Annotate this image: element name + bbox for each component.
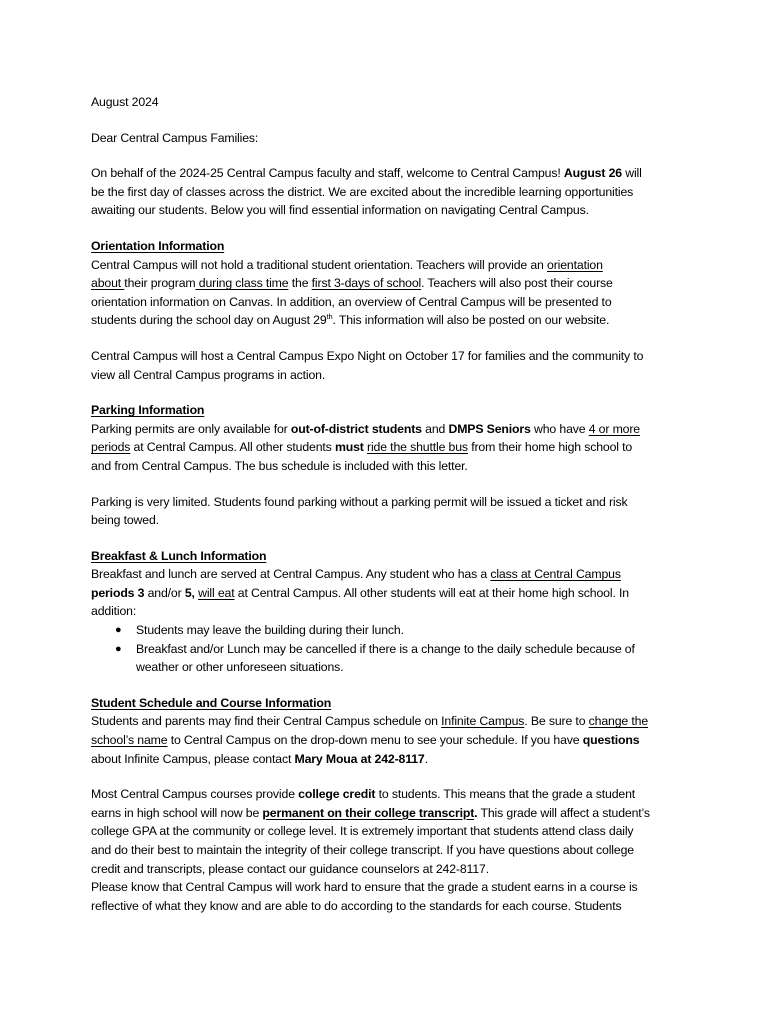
text-run: about Infinite Campus, please contact — [91, 751, 295, 766]
text-run: Most Central Campus courses provide — [91, 787, 299, 802]
bold-text: 5, — [184, 585, 195, 600]
bold-text: . — [474, 805, 478, 820]
underlined-text: class at Central Campus — [490, 567, 621, 582]
schedule-line-1 — [91, 712, 681, 731]
bullet-text: Students may leave the building during their lunch. — [136, 623, 404, 638]
underlined-text: orientation — [547, 257, 603, 272]
parking-line-3: and from Central Campus. The bus schedule is included with this letter. — [91, 458, 468, 473]
text-run: from their home high school to — [467, 440, 633, 455]
text-run: Breakfast and lunch are served at Central Campus. Any student who has a — [91, 567, 491, 582]
bold-text: periods 3 — [91, 585, 145, 600]
expo-line-2: view all Central Campus programs in action. — [91, 367, 326, 382]
text-run: . This information will also be posted on our website. — [332, 313, 610, 328]
bullet-icon: ● — [115, 642, 122, 655]
text-run: will — [621, 166, 642, 181]
bold-text: DMPS Seniors — [448, 421, 531, 436]
credit-line-7: reflective of what they know and are able to do according to the standards for each course. Students — [91, 898, 622, 913]
meals-line-2 — [91, 584, 681, 603]
orientation-line-1 — [91, 256, 681, 275]
text-run: . Teachers will also post their course — [421, 276, 613, 291]
meals-line-3: addition: — [91, 604, 137, 619]
underlined-text: school’s name — [91, 733, 168, 748]
credit-line-2 — [91, 804, 681, 823]
underlined-text: change the — [588, 714, 649, 729]
text-run: at Central Campus. All other students will eat at their home high school. In — [234, 585, 629, 600]
text-run: and — [421, 421, 449, 436]
orientation-section — [91, 237, 681, 330]
expo-paragraph — [91, 347, 681, 384]
parking-line-2 — [91, 438, 681, 457]
text-run: Central Campus will not hold a traditional student orientation. Teachers will provide an — [91, 257, 548, 272]
text-run: at Central Campus. All other students — [130, 440, 335, 455]
credit-line-3: college GPA at the community or college level. It is extremely important that students attend class daily — [91, 824, 634, 839]
meals-line-1 — [91, 565, 681, 584]
text-run: to students. This means that the grade a student — [375, 787, 636, 802]
orientation-line-2 — [91, 274, 681, 293]
bold-text: questions — [582, 733, 640, 748]
orientation-line-3: orientation information on Canvas. In addition, an overview of Central Campus will be presented to — [91, 294, 612, 309]
bold-text: out-of-district students — [290, 421, 422, 436]
text-run: to Central Campus on the drop-down menu to see your schedule. If you have — [167, 733, 583, 748]
bold-text: college credit — [298, 787, 376, 802]
bullet-continuation: weather or other unforeseen situations. — [136, 660, 344, 675]
parking-p2-line-2: being towed. — [91, 513, 159, 528]
credit-line-5: credit and transcripts, please contact our guidance counselors at 242-8117. — [91, 861, 489, 876]
text-run: the — [288, 276, 312, 291]
contact-name: Mary Moua at 242-8117 — [294, 751, 425, 766]
bullet-item — [91, 640, 681, 659]
text-run: On behalf of the 2024-25 Central Campus faculty and staff, welcome to Central Campus! — [91, 166, 564, 181]
schedule-section — [91, 694, 681, 768]
expo-line-1: Central Campus will host a Central Campus Expo Night on October 17 for families and the community to — [91, 348, 644, 363]
intro-line-1 — [91, 164, 681, 183]
bullet-icon: ● — [115, 624, 122, 637]
parking-p2-line-1: Parking is very limited. Students found parking without a parking permit will be issued a ticket and risk — [91, 494, 628, 509]
text-run: Students and parents may find their Central Campus schedule on — [91, 714, 442, 729]
bold-text: must — [334, 440, 364, 455]
intro-line-2: be the first day of classes across the district. We are excited about the incredible learning opportunities — [91, 184, 634, 199]
text-run: . — [424, 751, 428, 766]
bullet-item — [91, 621, 681, 640]
bullet-text: Breakfast and/or Lunch may be cancelled if there is a change to the daily schedule because of — [136, 641, 635, 656]
underlined-text: Infinite Campus — [441, 714, 525, 729]
meals-section — [91, 547, 681, 677]
underlined-text: first 3-days of school — [311, 276, 422, 291]
text-run: . Be sure to — [524, 714, 589, 729]
schedule-line-3 — [91, 750, 681, 769]
parking-section — [91, 401, 681, 530]
underlined-text: 4 or more — [588, 421, 640, 436]
credit-line-6: Please know that Central Campus will work hard to ensure that the grade a student earns in a course is — [91, 880, 638, 895]
text-run: who have — [530, 421, 589, 436]
text-run: earns in high school will now be — [91, 805, 263, 820]
underlined-text: during class time — [195, 276, 289, 291]
schedule-heading: Student Schedule and Course Information — [91, 695, 332, 710]
underlined-text: ride the shuttle bus — [367, 440, 468, 455]
text-run: Parking permits are only available for — [91, 421, 291, 436]
letter-date: August 2024 — [91, 95, 159, 109]
intro-line-3: awaiting our students. Below you will find essential information on navigating Central Campus. — [91, 203, 589, 218]
text-run: students during the school day on August 29 — [91, 313, 327, 328]
credit-line-4: and do their best to maintain the integrity of their college transcript. If you have questions about college — [91, 843, 634, 857]
credit-line-1 — [91, 785, 681, 804]
first-day-date: August 26 — [563, 166, 622, 181]
parking-line-1 — [91, 420, 681, 439]
underlined-text: periods — [91, 440, 131, 455]
schedule-line-2 — [91, 731, 681, 750]
meals-heading: Breakfast & Lunch Information — [91, 548, 267, 563]
text-run: their program — [124, 276, 196, 291]
intro-paragraph — [91, 164, 681, 220]
bold-underlined-text: permanent on their college transcript — [262, 805, 475, 820]
credit-section — [91, 785, 681, 915]
letter-body — [91, 93, 681, 915]
text-run: and/or — [144, 585, 185, 600]
orientation-line-4 — [91, 311, 681, 330]
underlined-text: will eat — [198, 585, 235, 600]
parking-heading: Parking Information — [91, 403, 205, 418]
superscript: th — [326, 312, 333, 322]
salutation: Dear Central Campus Families: — [91, 130, 259, 145]
underlined-text: about — [91, 276, 125, 291]
text-run: This grade will affect a student’s — [477, 805, 650, 820]
orientation-heading: Orientation Information — [91, 238, 225, 253]
